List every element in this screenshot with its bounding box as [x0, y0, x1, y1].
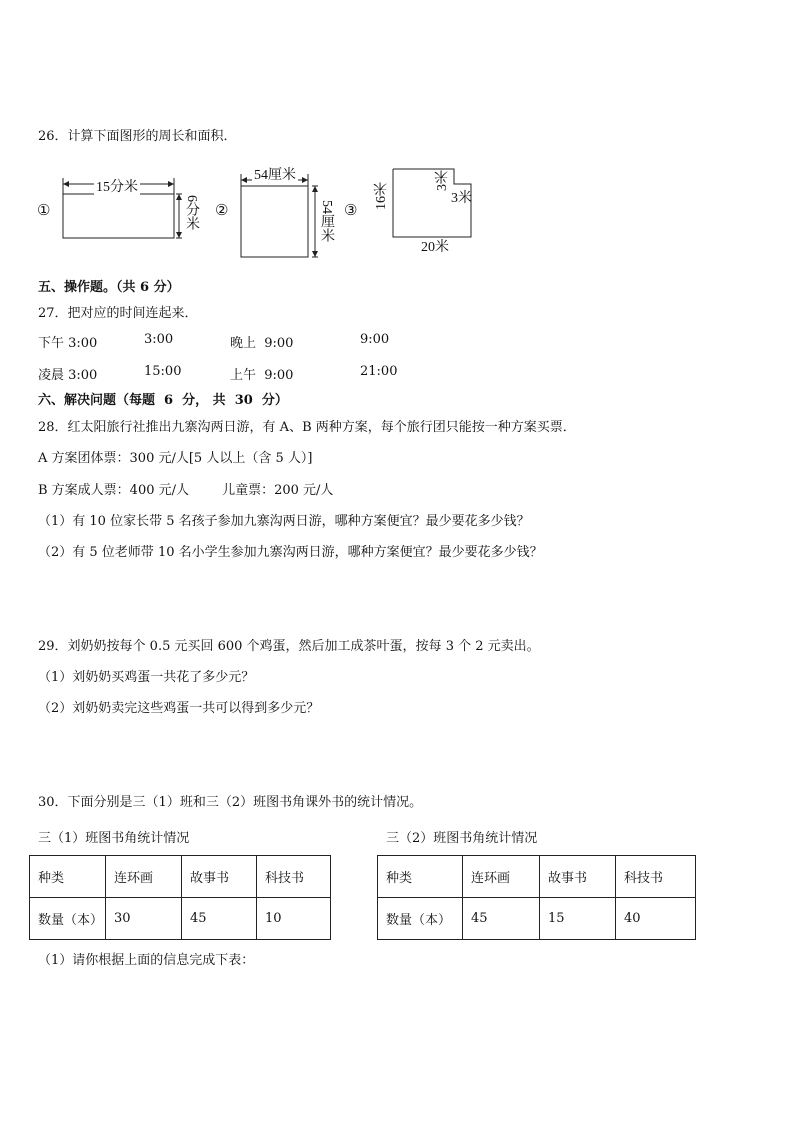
fig2-height-label: 54厘米 — [319, 200, 334, 242]
table-row — [30, 898, 331, 940]
q29-title: 29．刘奶奶按每个 0.5 元买回 600 个鸡蛋，然后加工成茶叶蛋，按每 3 个 2 元卖出。 — [38, 639, 540, 654]
q30-sub1: （1）请你根据上面的信息完成下表： — [38, 953, 255, 968]
table-cell: 科技书 — [257, 856, 331, 898]
q28-plan-b: B 方案成人票：400 元/人 儿童票：200 元/人 — [38, 483, 334, 498]
section5-title: 五、操作题。（共 6 分） — [38, 280, 180, 295]
q29-sub1: （1）刘奶奶买鸡蛋一共花了多少元？ — [38, 670, 255, 685]
q28-plan-a: A 方案团体票：300 元/人[5 人以上（含 5 人）] — [38, 451, 313, 466]
fig3-notch-vertical-label: 3米 — [435, 170, 450, 191]
q27-title: 27．把对应的时间连起来． — [38, 306, 198, 321]
q27-row1-item3: 晚上 9:00 — [230, 336, 294, 351]
table-cell: 10 — [257, 898, 331, 940]
table1-caption: 三（1）班图书角统计情况 — [38, 831, 190, 846]
q27-row1-item4: 9:00 — [360, 332, 390, 347]
table-cell: 数量（本） — [378, 898, 463, 940]
table-cell: 故事书 — [540, 856, 616, 898]
table-cell: 故事书 — [182, 856, 257, 898]
fig3-notch-horizontal-label: 3米 — [451, 191, 472, 206]
section6-title: 六、解决问题（每题 6 分， 共 30 分） — [38, 393, 288, 408]
q28-title: 28．红太阳旅行社推出九寨沟两日游，有 A、B 两种方案，每个旅行团只能按一种方案买票． — [38, 420, 576, 435]
q27-row2-item4: 21:00 — [360, 364, 398, 379]
table-row — [30, 856, 331, 898]
fig3-marker: ③ — [344, 203, 358, 219]
q27-row2-item2: 15:00 — [144, 364, 182, 379]
q28-sub2: （2）有 5 位老师带 10 名小学生参加九寨沟两日游，哪种方案便宜？最少要花多少钱？ — [38, 545, 543, 560]
q30-title: 30．下面分别是三（1）班和三（2）班图书角课外书的统计情况。 — [38, 795, 423, 810]
fig1-marker: ① — [37, 203, 51, 219]
table-row — [378, 856, 696, 898]
table-cell: 数量（本） — [30, 898, 106, 940]
table-cell: 种类 — [378, 856, 463, 898]
table-cell: 15 — [540, 898, 616, 940]
table-cell: 科技书 — [616, 856, 696, 898]
q29-sub2: （2）刘奶奶卖完这些鸡蛋一共可以得到多少元？ — [38, 701, 320, 716]
q28-sub1: （1）有 10 位家长带 5 名孩子参加九寨沟两日游，哪种方案便宜？最少要花多少钱？ — [38, 514, 530, 529]
fig3-bottom-label: 20米 — [421, 240, 449, 255]
fig2-width-label: 54厘米 — [252, 164, 298, 184]
q27-row2-item3: 上午 9:00 — [230, 368, 294, 383]
table-cell: 30 — [106, 898, 182, 940]
table-row — [378, 898, 696, 940]
class2-stat-table — [377, 855, 696, 940]
table-cell: 种类 — [30, 856, 106, 898]
fig2-marker: ② — [215, 203, 229, 219]
table-cell: 45 — [463, 898, 540, 940]
table2-caption: 三（2）班图书角统计情况 — [386, 831, 538, 846]
q26-title: 26．计算下面图形的周长和面积． — [38, 129, 237, 144]
table-cell: 45 — [182, 898, 257, 940]
q27-row1-item2: 3:00 — [144, 332, 174, 347]
table-cell: 连环画 — [463, 856, 540, 898]
table-cell: 连环画 — [106, 856, 182, 898]
table-cell: 40 — [616, 898, 696, 940]
fig3-left-label: 16米 — [374, 182, 389, 210]
class1-stat-table — [29, 855, 331, 940]
fig1-width-label: 15分米 — [94, 176, 140, 196]
q27-row1-item1: 下午 3:00 — [38, 336, 98, 351]
fig1-height-label: 6分米 — [184, 195, 199, 230]
q27-row2-item1: 凌晨 3:00 — [38, 368, 98, 383]
